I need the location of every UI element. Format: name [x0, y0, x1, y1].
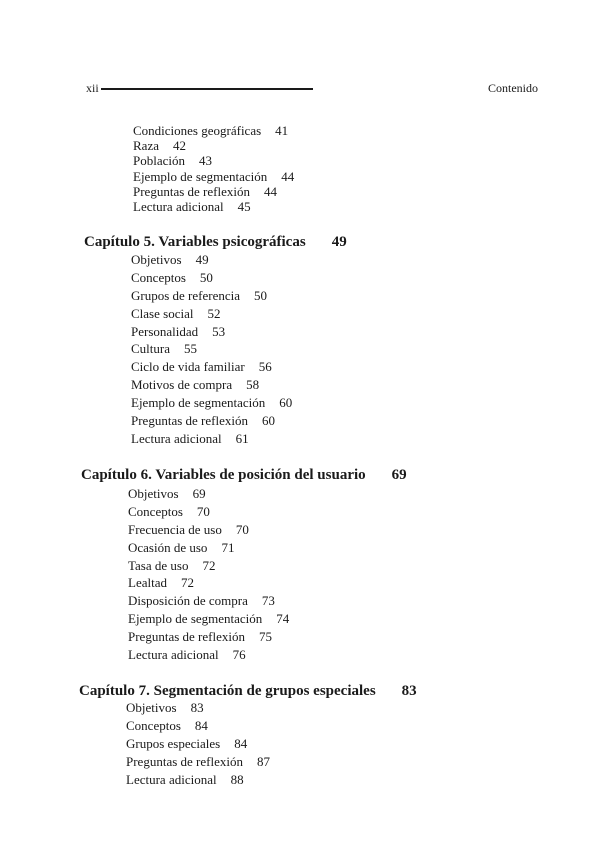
toc-entry	[131, 376, 292, 394]
entry-title: Clase social	[131, 305, 194, 321]
chapter-heading	[81, 466, 407, 484]
chapter-entries	[131, 251, 292, 448]
chapter-title: Capítulo 7. Segmentación de grupos especiales	[79, 683, 376, 699]
entry-title: Cultura	[131, 341, 170, 357]
toc-entry	[128, 485, 289, 503]
entry-title: Grupos especiales	[126, 735, 221, 751]
toc-entry	[133, 169, 294, 184]
entry-title: Raza	[133, 138, 159, 154]
entry-title: Objetivos	[131, 252, 182, 267]
entry-title: Preguntas de reflexión	[133, 183, 250, 199]
chapter-entries	[126, 699, 270, 788]
entry-page: 73	[261, 593, 275, 609]
entry-title: Ejemplo de segmentación	[128, 611, 263, 627]
toc-entry	[128, 646, 289, 664]
entry-page: 50	[199, 269, 213, 285]
toc-entry	[131, 412, 292, 430]
chapter-heading	[79, 682, 417, 700]
entry-title: Conceptos	[126, 717, 181, 733]
chapter-entries	[128, 485, 289, 664]
chapter-page: 83	[401, 683, 417, 699]
entry-page: 70	[196, 503, 210, 519]
entry-page: 50	[254, 287, 267, 303]
entry-page: 84	[194, 717, 208, 733]
toc-entry	[131, 287, 292, 305]
toc-entry	[131, 269, 292, 287]
entry-title: Conceptos	[131, 269, 186, 285]
toc-entry	[131, 340, 292, 358]
entry-page: 41	[275, 123, 289, 138]
entry-title: Ciclo de vida familiar	[131, 359, 245, 375]
entry-title: Lealtad	[128, 575, 167, 591]
toc-entry	[128, 628, 289, 646]
toc-entry	[131, 430, 292, 448]
entry-title: Preguntas de reflexión	[128, 629, 245, 645]
toc-entry	[133, 153, 294, 168]
toc-entry	[126, 717, 270, 735]
entry-title: Frecuencia de uso	[128, 521, 222, 537]
entry-page: 60	[261, 413, 275, 429]
entry-page: 76	[232, 647, 246, 663]
entry-title: Ocasión de uso	[128, 539, 208, 555]
entry-page: 61	[235, 430, 249, 446]
entry-title: Objetivos	[128, 486, 179, 501]
toc-entry	[126, 771, 270, 789]
entry-title: Preguntas de reflexión	[131, 413, 248, 429]
entry-title: Disposición de compra	[128, 593, 248, 609]
entry-page: 52	[207, 305, 221, 321]
entry-page: 56	[258, 359, 272, 375]
entry-title: Grupos de referencia	[131, 287, 240, 303]
entry-page: 74	[276, 611, 290, 627]
continued-entries	[133, 123, 294, 214]
entry-page: 55	[184, 341, 197, 357]
entry-page: 43	[199, 153, 212, 169]
entry-page: 49	[195, 252, 209, 267]
entry-page: 72	[202, 557, 216, 573]
entry-page: 53	[212, 323, 226, 339]
toc-entry	[131, 305, 292, 323]
toc-entry	[131, 394, 292, 412]
chapter-title: Capítulo 5. Variables psicográficas	[84, 234, 306, 250]
running-head: Contenido	[488, 81, 538, 95]
entry-page: 71	[221, 539, 235, 555]
page-number: xii	[86, 81, 99, 95]
entry-title: Personalidad	[131, 323, 199, 339]
toc-entry	[131, 323, 292, 341]
toc-entry	[128, 574, 289, 592]
entry-page: 88	[230, 771, 244, 787]
entry-page: 70	[235, 521, 249, 537]
entry-title: Población	[133, 153, 185, 169]
toc-entry	[131, 358, 292, 376]
entry-title: Condiciones geográficas	[133, 123, 262, 138]
entry-page: 83	[190, 700, 204, 715]
chapter-heading	[84, 233, 347, 251]
entry-page: 84	[234, 735, 248, 751]
toc-entry	[128, 539, 289, 557]
toc-entry	[128, 592, 289, 610]
entry-page: 60	[279, 395, 293, 411]
page-header	[0, 0, 600, 100]
entry-page: 42	[172, 138, 186, 154]
toc-entry	[133, 199, 294, 214]
toc-entry	[133, 138, 294, 153]
entry-title: Motivos de compra	[131, 377, 233, 393]
entry-page: 44	[281, 168, 295, 184]
entry-page: 69	[192, 486, 206, 501]
entry-title: Conceptos	[128, 503, 183, 519]
entry-page: 75	[258, 629, 272, 645]
entry-title: Preguntas de reflexión	[126, 753, 243, 769]
entry-title: Ejemplo de segmentación	[133, 168, 268, 184]
entry-page: 87	[256, 753, 270, 769]
toc-entry	[131, 251, 292, 269]
chapter-page: 49	[331, 234, 347, 250]
entry-title: Lectura adicional	[131, 430, 222, 446]
entry-title: Objetivos	[126, 700, 177, 715]
entry-title: Lectura adicional	[126, 771, 217, 787]
chapter-title: Capítulo 6. Variables de posición del usuario	[81, 467, 366, 483]
entry-title: Lectura adicional	[133, 198, 224, 214]
entry-page: 44	[263, 183, 277, 199]
toc-entry	[133, 184, 294, 199]
entry-page: 58	[246, 377, 260, 393]
header-rule	[101, 88, 313, 90]
toc-entry	[126, 699, 270, 717]
toc-entry	[128, 610, 289, 628]
toc-entry	[128, 557, 289, 575]
toc-entry	[133, 123, 294, 138]
toc-entry	[126, 753, 270, 771]
entry-page: 72	[180, 575, 194, 591]
toc-entry	[128, 503, 289, 521]
toc-entry	[128, 521, 289, 539]
entry-title: Ejemplo de segmentación	[131, 395, 266, 411]
chapter-page: 69	[391, 467, 407, 483]
toc-entry	[126, 735, 270, 753]
entry-page: 45	[237, 198, 251, 214]
entry-title: Tasa de uso	[128, 557, 189, 573]
entry-title: Lectura adicional	[128, 647, 219, 663]
